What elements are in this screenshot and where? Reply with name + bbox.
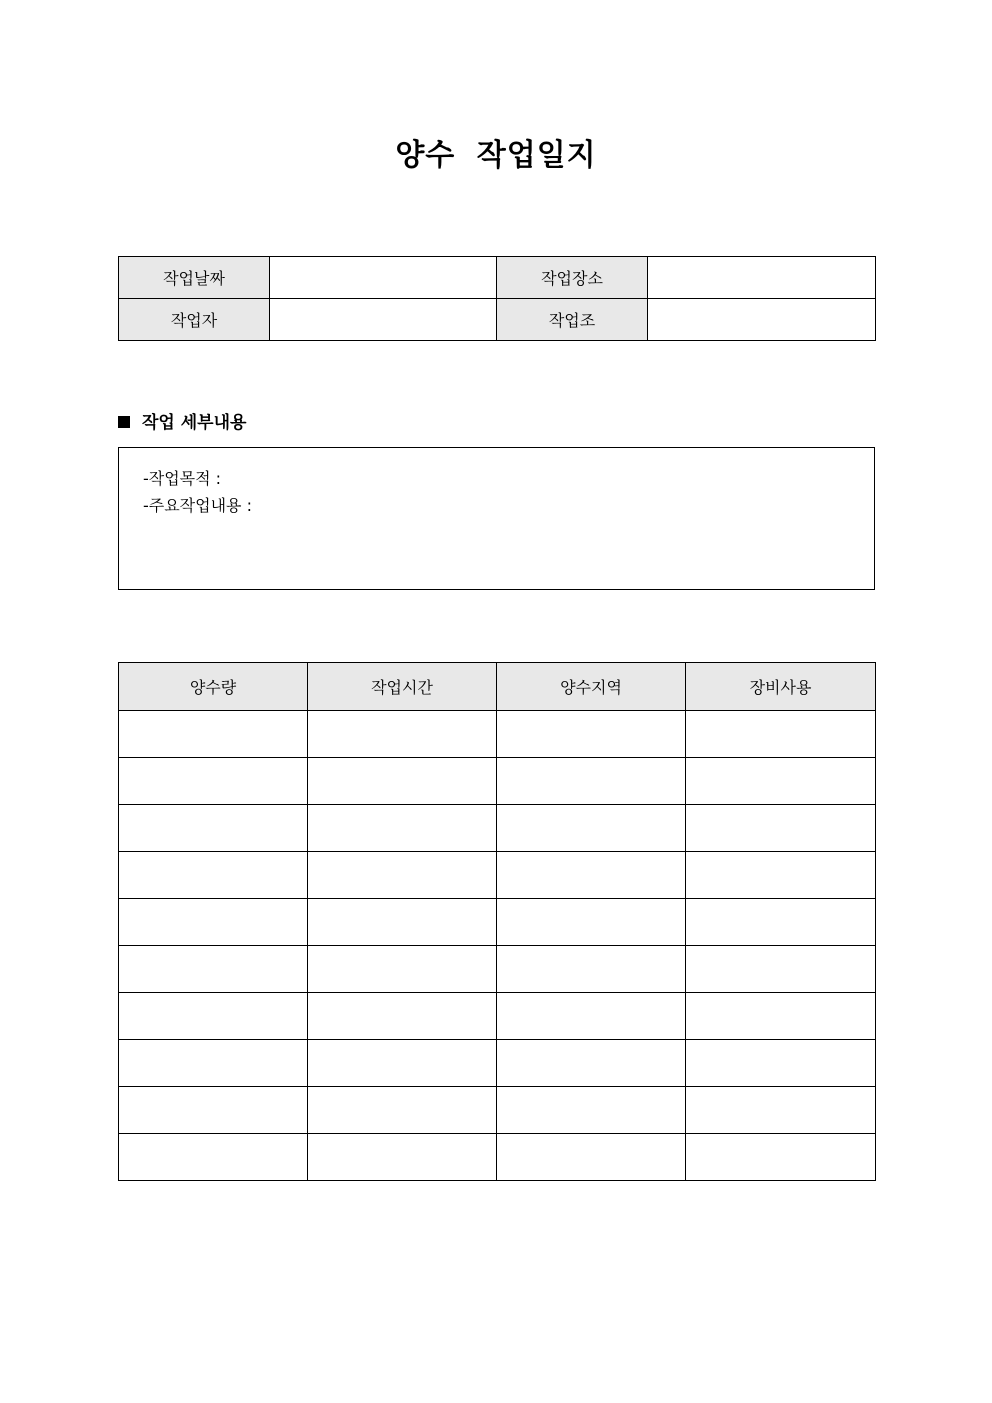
header-equipment-used: 장비사용	[686, 663, 876, 711]
pumping-area-cell[interactable]	[497, 805, 686, 852]
work-details-box[interactable]	[118, 447, 875, 590]
pumping-area-cell[interactable]	[497, 993, 686, 1040]
work-location-value[interactable]	[648, 257, 876, 299]
equipment-used-cell[interactable]	[686, 852, 876, 899]
pumping-area-cell[interactable]	[497, 852, 686, 899]
table-row	[119, 899, 876, 946]
equipment-used-cell[interactable]	[686, 1040, 876, 1087]
work-time-cell[interactable]	[308, 1134, 497, 1181]
table-row	[119, 711, 876, 758]
pumping-area-cell[interactable]	[497, 1040, 686, 1087]
header-work-time: 작업시간	[308, 663, 497, 711]
pumping-volume-cell[interactable]	[119, 758, 308, 805]
details-heading-text: 작업 세부내용	[142, 413, 247, 433]
equipment-used-cell[interactable]	[686, 899, 876, 946]
equipment-used-cell[interactable]	[686, 1087, 876, 1134]
work-time-cell[interactable]	[308, 852, 497, 899]
pumping-area-cell[interactable]	[497, 946, 686, 993]
pumping-volume-cell[interactable]	[119, 805, 308, 852]
work-time-cell[interactable]	[308, 758, 497, 805]
worker-value[interactable]	[270, 299, 497, 341]
header-pumping-volume: 양수량	[119, 663, 308, 711]
pumping-volume-cell[interactable]	[119, 993, 308, 1040]
pumping-area-cell[interactable]	[497, 1087, 686, 1134]
work-time-cell[interactable]	[308, 899, 497, 946]
pumping-volume-cell[interactable]	[119, 1040, 308, 1087]
pumping-area-cell[interactable]	[497, 711, 686, 758]
table-row	[119, 993, 876, 1040]
work-info-table	[118, 256, 876, 341]
work-time-cell[interactable]	[308, 1087, 497, 1134]
equipment-used-cell[interactable]	[686, 758, 876, 805]
pumping-area-cell[interactable]	[497, 899, 686, 946]
equipment-used-cell[interactable]	[686, 805, 876, 852]
document-title: 양수 작업일지	[395, 138, 597, 173]
pumping-area-cell[interactable]	[497, 1134, 686, 1181]
work-date-label: 작업날짜	[119, 257, 270, 299]
worker-label: 작업자	[119, 299, 270, 341]
pumping-volume-cell[interactable]	[119, 852, 308, 899]
work-date-value[interactable]	[270, 257, 497, 299]
pumping-log-table	[118, 662, 876, 1181]
log-table-body	[119, 711, 876, 1181]
pumping-volume-cell[interactable]	[119, 1087, 308, 1134]
info-row-date-location	[119, 257, 876, 299]
work-purpose-line: -작업목적 :	[143, 469, 222, 488]
table-row	[119, 1134, 876, 1181]
work-crew-value[interactable]	[648, 299, 876, 341]
equipment-used-cell[interactable]	[686, 946, 876, 993]
work-time-cell[interactable]	[308, 711, 497, 758]
equipment-used-cell[interactable]	[686, 993, 876, 1040]
pumping-volume-cell[interactable]	[119, 946, 308, 993]
equipment-used-cell[interactable]	[686, 1134, 876, 1181]
work-time-cell[interactable]	[308, 805, 497, 852]
work-time-cell[interactable]	[308, 993, 497, 1040]
table-row	[119, 805, 876, 852]
table-row	[119, 1087, 876, 1134]
table-row	[119, 852, 876, 899]
square-bullet-icon	[118, 416, 130, 428]
pumping-area-cell[interactable]	[497, 758, 686, 805]
work-location-label: 작업장소	[497, 257, 648, 299]
work-time-cell[interactable]	[308, 1040, 497, 1087]
log-header-row	[119, 663, 876, 711]
table-row	[119, 758, 876, 805]
equipment-used-cell[interactable]	[686, 711, 876, 758]
pumping-volume-cell[interactable]	[119, 711, 308, 758]
pumping-volume-cell[interactable]	[119, 899, 308, 946]
table-row	[119, 946, 876, 993]
pumping-volume-cell[interactable]	[119, 1134, 308, 1181]
table-row	[119, 1040, 876, 1087]
info-row-worker-crew	[119, 299, 876, 341]
work-time-cell[interactable]	[308, 946, 497, 993]
header-pumping-area: 양수지역	[497, 663, 686, 711]
main-work-content-line: -주요작업내용 :	[143, 496, 252, 515]
details-section-heading	[118, 410, 246, 436]
work-crew-label: 작업조	[497, 299, 648, 341]
